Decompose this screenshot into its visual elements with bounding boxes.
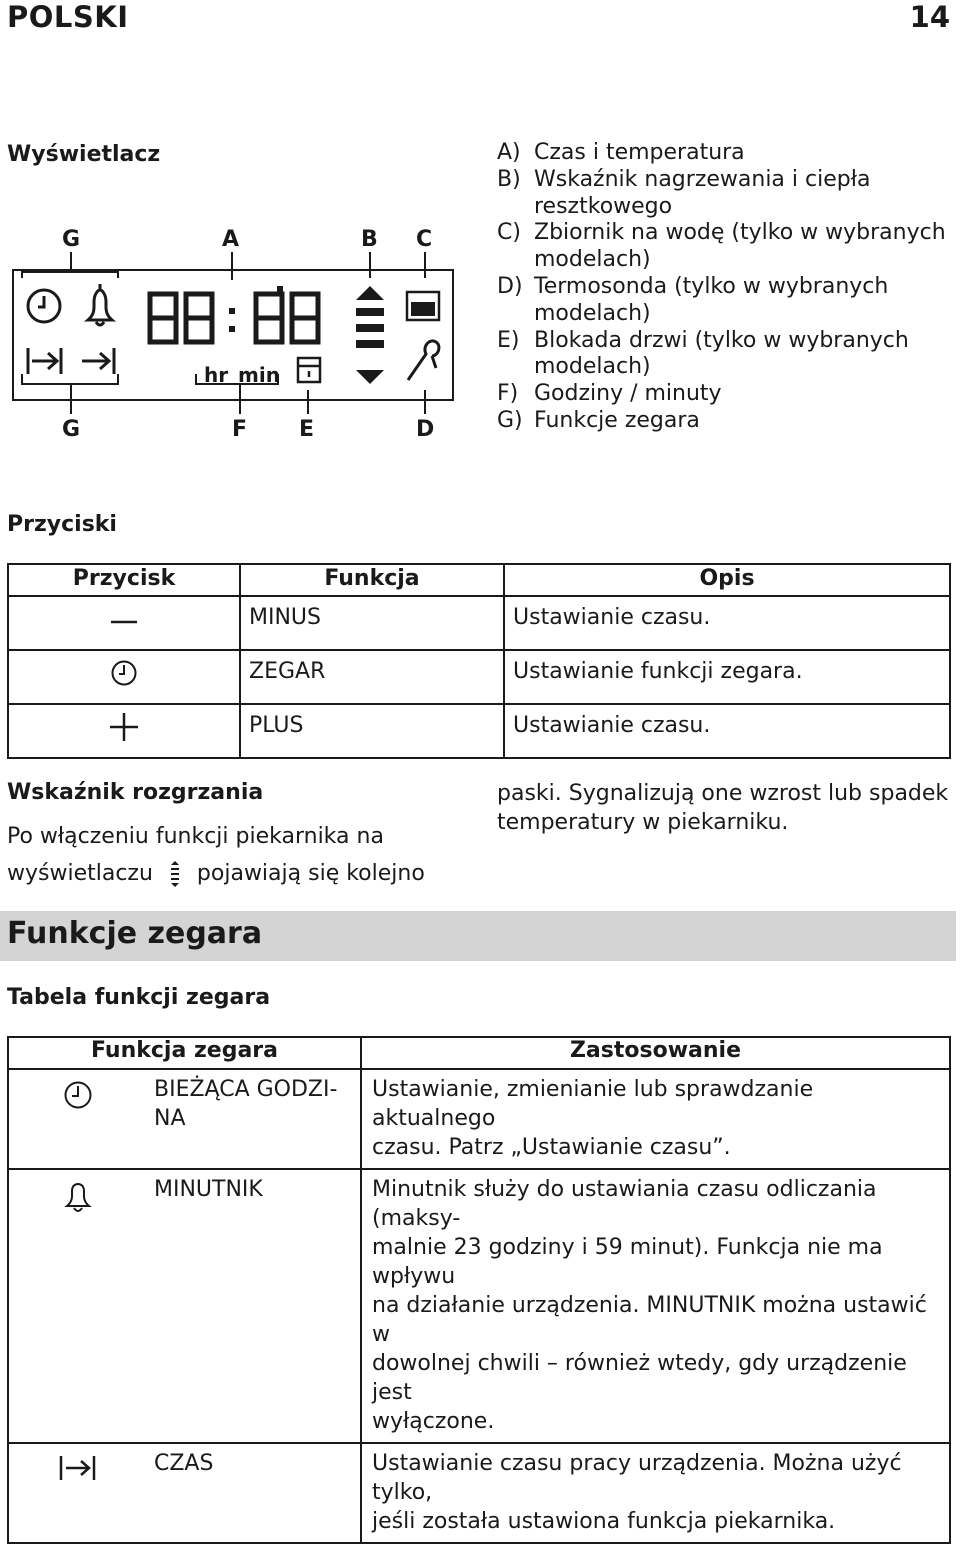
usage-line: czasu. Patrz „Ustawianie czasu”.: [372, 1135, 731, 1160]
display-legend: [497, 140, 957, 435]
bell-icon: [8, 1169, 146, 1443]
function-plus: PLUS: [240, 704, 504, 758]
heat-indicator-text-3: paski. Sygnalizują one wzrost lub spadek: [497, 781, 949, 806]
display-frame: [13, 270, 453, 400]
page-number: 14: [909, 0, 950, 34]
heat-indicator-text-2a: wyświetlaczu: [7, 861, 153, 886]
header-button: Przycisk: [8, 564, 240, 596]
usage-line: jeśli została ustawiona funkcja piekarnika.: [372, 1509, 836, 1534]
clock-icon: [8, 1069, 146, 1169]
legend-text: resztkowego: [534, 193, 673, 219]
display-section-title: Wyświetlacz: [7, 142, 161, 167]
diagram-label-c: C: [416, 227, 433, 252]
legend-text: Blokada drzwi (tylko w wybranych: [534, 327, 909, 353]
legend-item: [497, 408, 957, 435]
display-clock-icon: [28, 290, 60, 322]
clock-functions-band: [0, 911, 956, 961]
legend-text: modelach): [534, 247, 651, 273]
display-diagram-svg: [8, 222, 468, 444]
usage-duration: [361, 1443, 950, 1543]
header-description: Opis: [504, 564, 950, 596]
clock-icon: [8, 650, 240, 704]
diagram-label-a: A: [222, 227, 240, 252]
heat-indicator-title: Wskaźnik rozgrzania: [7, 780, 264, 805]
display-min-unit: min: [238, 363, 280, 387]
header-function: Funkcja: [240, 564, 504, 596]
table-header-row: [8, 564, 950, 596]
clock-functions-table: [7, 1036, 951, 1544]
table-row: [8, 1443, 950, 1543]
diagram-label-e: E: [299, 417, 315, 442]
display-bell-icon: [88, 284, 112, 325]
legend-key: G): [497, 407, 523, 433]
time-digits: [150, 294, 318, 342]
header-usage: Zastosowanie: [361, 1037, 950, 1069]
heat-indicator-text-1: Po włączeniu funkcji piekarnika na: [7, 824, 384, 849]
legend-key: F): [497, 381, 519, 407]
clock-functions-title: Funkcje zegara: [7, 916, 263, 951]
legend-text: Godziny / minuty: [534, 381, 722, 407]
degree-dot: [277, 286, 283, 292]
display-end-time-icon: [82, 348, 114, 374]
header-clock-function: Funkcja zegara: [8, 1037, 361, 1069]
function-current-time: [146, 1069, 361, 1169]
legend-text: Czas i temperatura: [534, 140, 745, 165]
usage-line: Ustawianie czasu pracy urządzenia. Można użyć tylko,: [372, 1451, 902, 1505]
legend-text: Zbiornik na wodę (tylko w wybranych: [534, 220, 946, 246]
legend-item: [497, 328, 957, 355]
display-hr-unit: hr: [204, 363, 229, 387]
table-row: [8, 1069, 950, 1169]
legend-text: modelach): [534, 354, 651, 380]
header-language: POLSKI: [7, 0, 129, 34]
table-row: [8, 704, 950, 758]
buttons-section-title: Przyciski: [7, 512, 117, 537]
function-clock: ZEGAR: [240, 650, 504, 704]
usage-line: Ustawianie, zmienianie lub sprawdzanie aktualnego: [372, 1077, 814, 1131]
function-line: CZAS: [154, 1451, 214, 1476]
usage-line: dowolnej chwili – również wtedy, gdy urządzenie jest: [372, 1351, 907, 1405]
legend-key: D): [497, 273, 523, 299]
heat-bars-icon: [160, 860, 190, 887]
function-minus: MINUS: [240, 596, 504, 650]
usage-line: malnie 23 godziny i 59 minut). Funkcja nie ma wpływu: [372, 1235, 883, 1289]
door-lock-icon: [298, 358, 320, 382]
legend-item: [497, 381, 957, 408]
heat-indicator-icon: [356, 286, 384, 384]
display-duration-icon: [28, 348, 61, 374]
usage-minute-minder: [361, 1169, 950, 1443]
legend-item: [497, 140, 957, 167]
diagram-label-g-top: G: [62, 227, 81, 252]
table-header-row: [8, 1037, 950, 1069]
legend-key: A): [497, 140, 521, 165]
colon-bottom: [229, 326, 235, 332]
diagram-label-g-bottom: G: [62, 417, 81, 442]
colon-top: [229, 308, 235, 314]
function-line: NA: [154, 1106, 186, 1131]
legend-text: Termosonda (tylko w wybranych: [534, 273, 889, 299]
function-line: MINUTNIK: [154, 1177, 263, 1202]
table-row: [8, 650, 950, 704]
legend-item: [497, 167, 957, 194]
description-clock: Ustawianie funkcji zegara.: [504, 650, 950, 704]
legend-text: modelach): [534, 300, 651, 326]
heat-indicator-text-4: temperatury w piekarniku.: [497, 810, 789, 835]
usage-line: na działanie urządzenia. MINUTNIK można ustawić w: [372, 1293, 927, 1347]
legend-key: C): [497, 220, 521, 246]
legend-item: [497, 220, 957, 247]
legend-text: Funkcje zegara: [534, 407, 700, 433]
meat-probe-icon: [408, 341, 439, 380]
legend-key: B): [497, 166, 521, 192]
function-minute-minder: [146, 1169, 361, 1443]
usage-line: wyłączone.: [372, 1409, 495, 1434]
description-plus: Ustawianie czasu.: [504, 704, 950, 758]
display-diagram: [8, 222, 468, 444]
heat-indicator-text-2b: pojawiają się kolejno: [196, 861, 425, 886]
diagram-label-f: F: [232, 417, 248, 442]
legend-item: [497, 274, 957, 301]
heat-indicator-text-2: [7, 860, 425, 887]
buttons-table: [7, 563, 951, 759]
description-minus: Ustawianie czasu.: [504, 596, 950, 650]
water-tank-icon: [407, 292, 439, 320]
usage-line: Minutnik służy do ustawiania czasu odliczania (maksy-: [372, 1177, 877, 1231]
legend-key: E): [497, 327, 520, 353]
table-row: [8, 596, 950, 650]
minus-icon: [8, 596, 240, 650]
function-duration: [146, 1443, 361, 1543]
diagram-label-d: D: [416, 417, 435, 442]
diagram-label-b: B: [361, 227, 378, 252]
table-row: [8, 1169, 950, 1443]
plus-icon: [8, 704, 240, 758]
duration-icon: [8, 1443, 146, 1543]
legend-text: Wskaźnik nagrzewania i ciepła: [534, 166, 871, 192]
function-line: BIEŻĄCA GODZI-: [154, 1077, 338, 1102]
clock-functions-table-title: Tabela funkcji zegara: [7, 985, 271, 1010]
usage-current-time: [361, 1069, 950, 1169]
